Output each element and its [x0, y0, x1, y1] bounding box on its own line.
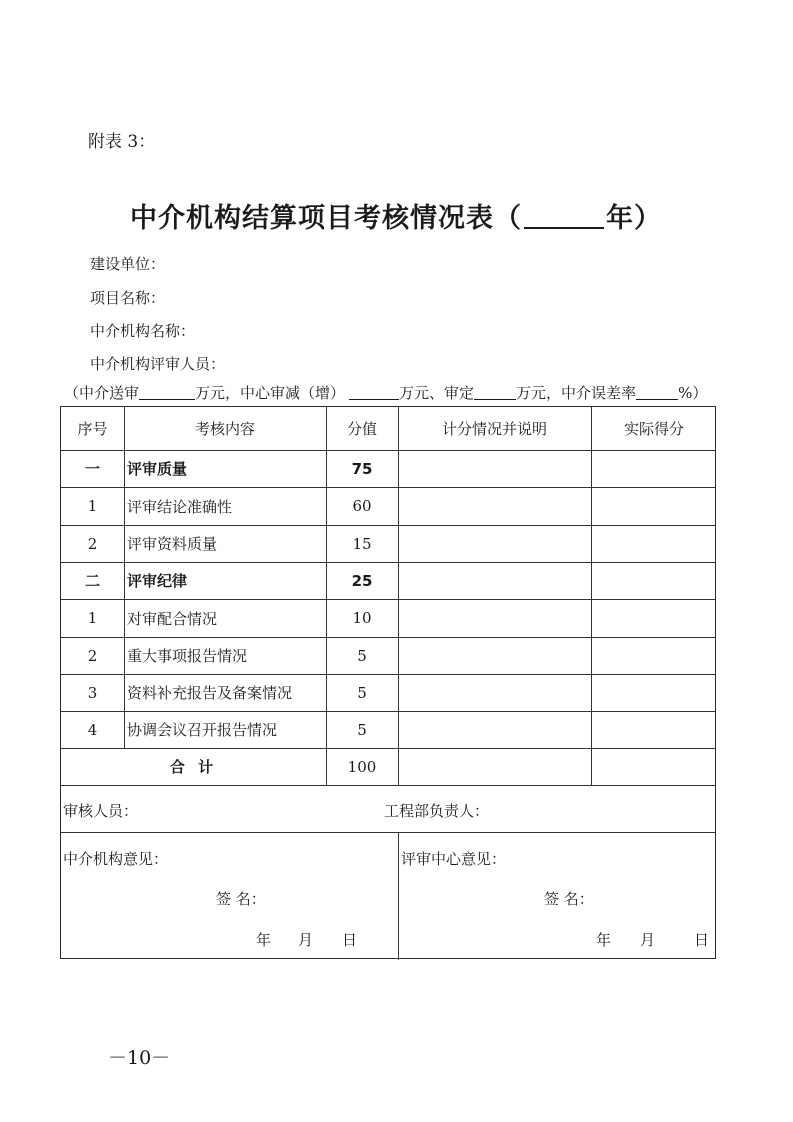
dept-head-label: 工程部负责人： — [384, 802, 490, 820]
reviewer-label: 审核人员： — [63, 802, 139, 820]
row-notes-cell[interactable] — [398, 525, 591, 562]
row-no: 二 — [84, 572, 100, 590]
row-no: 1 — [87, 497, 98, 515]
row-no: 4 — [87, 720, 98, 739]
row-actual-cell[interactable] — [591, 711, 717, 748]
row-score: 5 — [357, 683, 367, 702]
divider — [398, 832, 399, 960]
row-actual-cell[interactable] — [591, 562, 717, 599]
submitted-amount-blank[interactable] — [139, 385, 195, 400]
approved-amount-blank[interactable] — [474, 385, 516, 400]
divider — [61, 785, 715, 786]
page-title — [130, 196, 662, 235]
header-actual: 实际得分 — [623, 420, 684, 438]
row-actual-cell[interactable] — [591, 637, 717, 674]
summary-part3: 万元，中介误差率 — [516, 384, 637, 402]
total-notes-cell[interactable] — [398, 748, 591, 785]
title-main: 中介机构结算项目考核情况表（ — [130, 203, 522, 234]
assessment-table — [60, 406, 716, 959]
appendix-label: 附表 3： — [88, 132, 156, 152]
row-score: 5 — [357, 646, 367, 665]
error-rate-blank[interactable] — [636, 385, 678, 400]
row-item: 评审纪律 — [127, 572, 188, 590]
summary-open: （中介送审 — [64, 384, 140, 402]
row-no: 2 — [87, 534, 98, 553]
row-actual-cell[interactable] — [591, 450, 717, 487]
center-date-day: 日 — [694, 931, 710, 949]
field-agency-name: 中介机构名称： — [90, 322, 196, 340]
header-notes: 计分情况并说明 — [441, 420, 547, 438]
row-no: 3 — [87, 683, 98, 702]
center-opinion-label: 评审中心意见： — [401, 850, 507, 868]
row-item: 协调会议召开报告情况 — [127, 721, 278, 739]
agency-date-month: 月 — [298, 931, 314, 949]
summary-line — [64, 382, 707, 403]
center-date-year: 年 — [596, 931, 612, 949]
row-no: 2 — [87, 646, 98, 665]
agency-opinion-label: 中介机构意见： — [63, 850, 169, 868]
row-actual-cell[interactable] — [591, 599, 717, 637]
row-item: 评审质量 — [127, 460, 188, 478]
reduction-amount-blank[interactable] — [349, 385, 399, 400]
row-item: 评审结论准确性 — [127, 497, 233, 516]
field-agency-reviewers: 中介机构评审人员： — [90, 355, 226, 373]
row-score: 25 — [351, 571, 373, 590]
year-blank[interactable] — [524, 205, 604, 229]
total-label: 合 计 — [169, 758, 218, 776]
agency-date-year: 年 — [256, 931, 272, 949]
row-score: 5 — [357, 720, 367, 739]
row-actual-cell[interactable] — [591, 525, 717, 562]
row-item: 对审配合情况 — [127, 609, 218, 628]
row-notes-cell[interactable] — [398, 487, 591, 525]
row-actual-cell[interactable] — [591, 487, 717, 525]
row-no: 一 — [84, 460, 100, 478]
field-construction-unit: 建设单位： — [90, 255, 166, 273]
page-number: －10－ — [108, 1047, 171, 1069]
row-item: 资料补充报告及备案情况 — [127, 684, 293, 702]
title-year-suffix: 年） — [606, 203, 662, 234]
row-notes-cell[interactable] — [398, 450, 591, 487]
row-item: 评审资料质量 — [127, 535, 218, 553]
row-item: 重大事项报告情况 — [127, 647, 248, 665]
row-score: 10 — [352, 609, 372, 627]
summary-part2: 万元、审定 — [399, 384, 475, 402]
row-notes-cell[interactable] — [398, 711, 591, 748]
agency-date-day: 日 — [342, 931, 358, 949]
header-no: 序号 — [77, 420, 108, 438]
row-no: 1 — [87, 609, 98, 627]
agency-sign-label: 签 名： — [216, 890, 266, 908]
total-score: 100 — [347, 757, 377, 776]
divider — [61, 832, 715, 833]
row-notes-cell[interactable] — [398, 637, 591, 674]
row-score: 75 — [351, 459, 373, 478]
total-actual-cell[interactable] — [591, 748, 717, 785]
row-notes-cell[interactable] — [398, 599, 591, 637]
header-score: 分值 — [346, 420, 377, 438]
summary-part1: 万元，中心审减（增） — [195, 384, 346, 402]
row-score: 15 — [352, 534, 372, 553]
row-notes-cell[interactable] — [398, 674, 591, 711]
row-notes-cell[interactable] — [398, 562, 591, 599]
header-content: 考核内容 — [194, 420, 255, 438]
row-actual-cell[interactable] — [591, 674, 717, 711]
field-project-name: 项目名称： — [90, 289, 166, 307]
center-date-month: 月 — [640, 931, 656, 949]
summary-close: %） — [678, 384, 708, 402]
row-score: 60 — [352, 497, 372, 515]
center-sign-label: 签 名： — [544, 890, 594, 908]
